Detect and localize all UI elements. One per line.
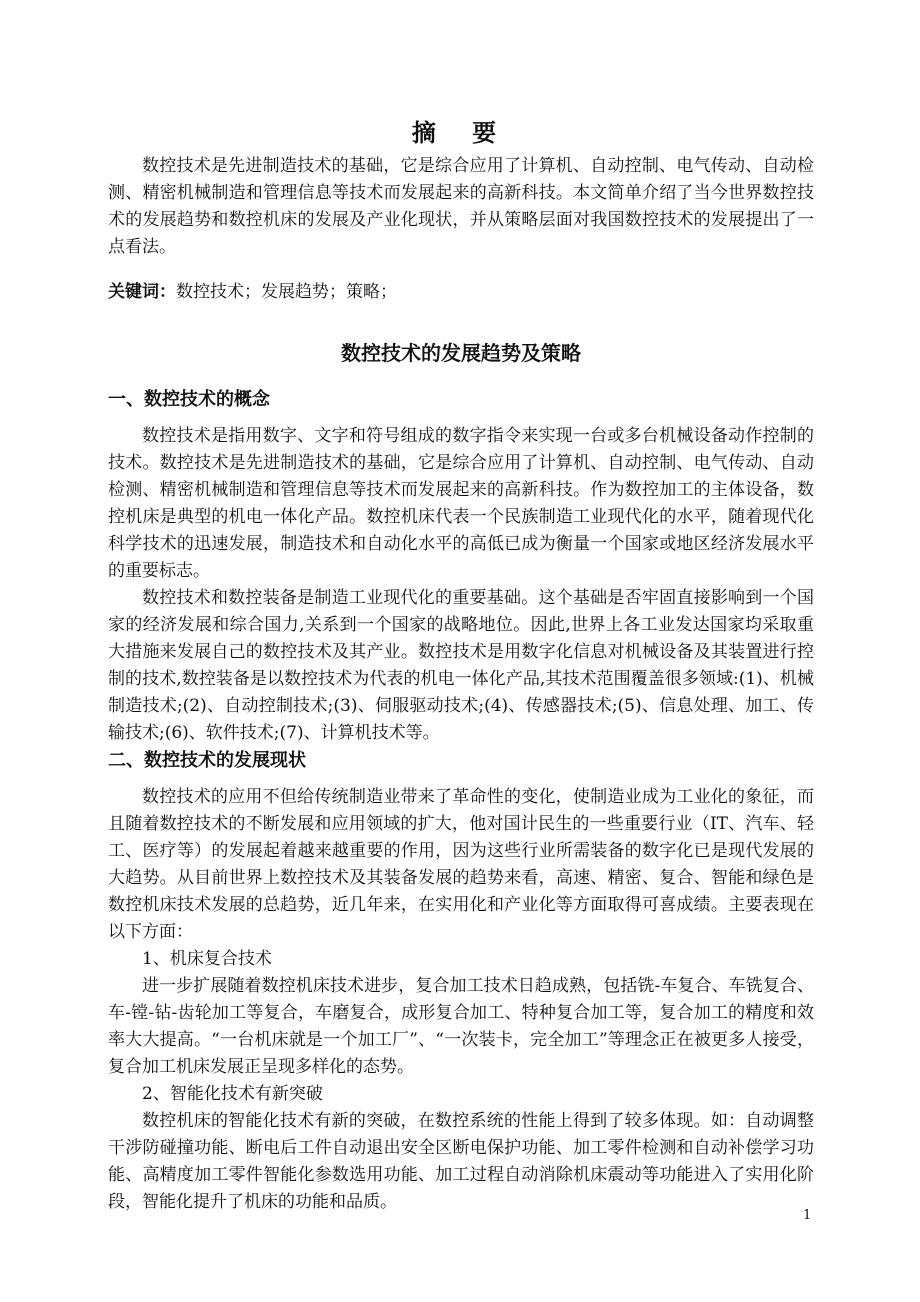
section-1-body [108, 423, 814, 747]
keywords-label: 关键词： [108, 282, 176, 302]
keywords-text: 数控技术；发展趋势；策略； [176, 282, 397, 302]
section-1-paragraph: 数控技术和数控装备是制造工业现代化的重要基础。这个基础是否牢固直接影响到一个国家的经济发展和综合国力,关系到一个国家的战略地位。因此,世界上各工业发达国家均采取重大措施来发展自己的数控技术及其产业。数控技术是用数字化信息对机械设备及其装置进行控制的技术,数控装备是以数控技术为代表的机电一体化产品,其技术范围覆盖很多领域:(1)、机械制造技术;(2)、自动控制技术;(3)、伺服驱动技术;(4)、传感器技术;(5)、信息处理、加工、传输技术;(6)、软件技术;(7)、计算机技术等。 [108, 588, 814, 743]
section-1-paragraph: 数控技术是指用数字、文字和符号组成的数字指令来实现一台或多台机械设备动作控制的技术。数控技术是先进制造技术的基础，它是综合应用了计算机、自动控制、电气传动、自动检测、精密机械制造和管理信息等技术而发展起来的高新科技。作为数控加工的主体设备，数控机床是典型的机电一体化产品。数控机床代表一个民族制造工业现代化的水平，随着现代化科学技术的迅速发展，制造技术和自动化水平的高低已成为衡量一个国家或地区经济发展水平的重要标志。 [108, 426, 814, 581]
page-number: 1 [803, 1208, 812, 1223]
abstract-title: 摘 要 [411, 119, 511, 147]
section-2-body [108, 784, 814, 1216]
abstract-paragraph: 数控技术是先进制造技术的基础，它是综合应用了计算机、自动控制、电气传动、自动检测、精密机械制造和管理信息等技术而发展起来的高新科技。本文简单介绍了当今世界数控技术的发展趋势和数控机床的发展及产业化现状，并从策略层面对我国数控技术的发展提出了一点看法。 [108, 156, 814, 257]
main-title: 数控技术的发展趋势及策略 [341, 341, 581, 365]
section-2-paragraph: 数控技术的应用不但给传统制造业带来了革命性的变化，使制造业成为工业化的象征，而且随着数控技术的不断发展和应用领域的扩大，他对国计民生的一些重要行业（IT、汽车、轻工、医疗等）的发展起着越来越重要的作用，因为这些行业所需装备的数字化已是现代发展的大趋势。从目前世界上数控技术及其装备发展的趋势来看，高速、精密、复合、智能和绿色是数控机床技术发展的总趋势，近几年来，在实用化和产业化等方面取得可喜成绩。主要表现在以下方面： [108, 787, 814, 942]
subsection-heading-composite-technology: 1、机床复合技术 [142, 949, 272, 969]
section-2-paragraph: 数控机床的智能化技术有新的突破，在数控系统的性能上得到了较多体现。如：自动调整干涉防碰撞功能、断电后工件自动退出安全区断电保护功能、加工零件检测和自动补偿学习功能、高精度加工零件智能化参数选用功能、加工过程自动消除机床震动等功能进入了实用化阶段，智能化提升了机床的功能和品质。 [108, 1111, 814, 1212]
keywords-line [108, 279, 814, 306]
subsection-heading-intelligent-technology: 2、智能化技术有新突破 [142, 1084, 323, 1104]
section-1-heading: 一、数控技术的概念 [108, 389, 270, 410]
section-2-heading: 二、数控技术的发展现状 [108, 750, 306, 771]
section-2-paragraph: 进一步扩展随着数控机床技术进步，复合加工技术日趋成熟，包括铣-车复合、车铣复合、车-镗-钻-齿轮加工等复合，车磨复合，成形复合加工、特种复合加工等，复合加工的精度和效率大大提高。“一台机床就是一个加工厂”、“一次装卡，完全加工”等理念正在被更多人接受，复合加工机床发展正呈现多样化的态势。 [108, 976, 814, 1077]
